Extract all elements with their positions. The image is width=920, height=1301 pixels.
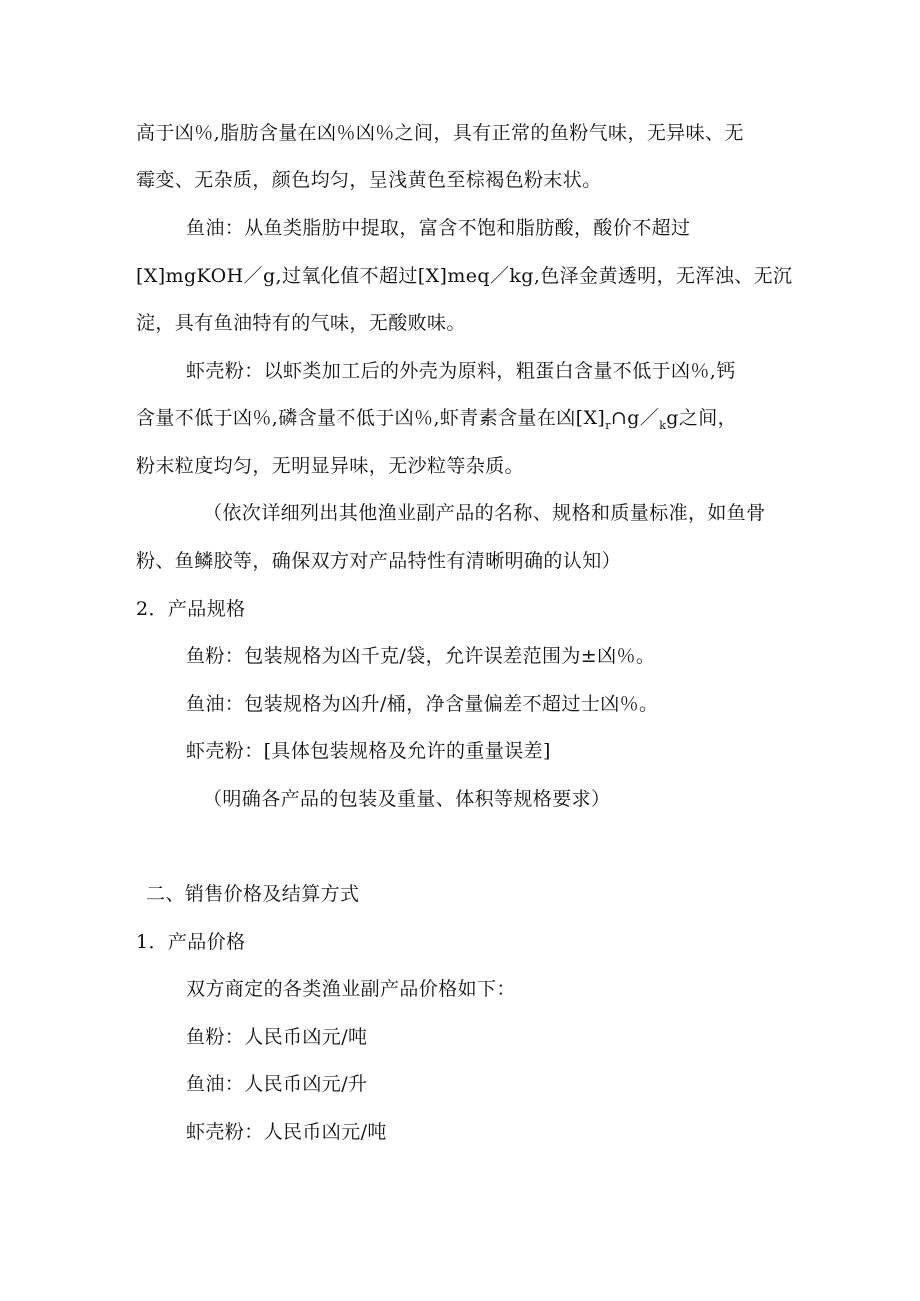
paragraph-line: [X]mgKOH／g,过氧化值不超过[X]meq／kg,色泽金黄透明，无浑浊、无沉 xyxy=(136,265,793,287)
paragraph-line: 鱼油：从鱼类脂肪中提取，富含不饱和脂肪酸，酸价不超过 xyxy=(186,217,691,239)
paragraph-text: ∩g／ xyxy=(610,407,660,429)
price-line: 虾壳粉：人民币凶元/吨 xyxy=(186,1121,387,1143)
paragraph-line: 鱼油：包装规格为凶升/桶，净含量偏差不超过士凶％。 xyxy=(186,693,659,715)
paragraph-text: 含量不低于凶％,磷含量不低于凶％,虾青素含量在凶[X] xyxy=(136,407,606,429)
section-heading: 2．产品规格 xyxy=(136,598,246,620)
paragraph-line: 双方商定的各类渔业副产品价格如下： xyxy=(186,978,516,1000)
paragraph-text: g之间， xyxy=(666,407,738,429)
paragraph-line xyxy=(136,405,737,434)
subscript-text: r xyxy=(605,419,611,432)
paragraph-line: 虾壳粉：[具体包装规格及允许的重量误差] xyxy=(186,740,551,762)
subscript-text: k xyxy=(659,419,667,432)
paragraph-line: 鱼粉：包装规格为凶千克/袋，允许误差范围为±凶％。 xyxy=(186,645,656,667)
paragraph-line: 淀，具有鱼油特有的气味，无酸败味。 xyxy=(136,312,466,334)
paragraph-line: 高于凶％,脂肪含量在凶％凶％之间，具有正常的鱼粉气味，无异味、无 xyxy=(136,122,744,144)
note-line: （明确各产品的包装及重量、体积等规格要求） xyxy=(203,788,611,810)
paragraph-line: 虾壳粉：以虾类加工后的外壳为原料，粗蛋白含量不低于凶％,钙 xyxy=(186,360,736,382)
note-line: （依次详细列出其他渔业副产品的名称、规格和质量标准，如鱼骨 xyxy=(203,502,766,524)
note-line: 粉、鱼鳞胶等，确保双方对产品特性有清晰明确的认知） xyxy=(136,550,622,572)
chapter-heading: 二、销售价格及结算方式 xyxy=(146,883,360,905)
price-line: 鱼粉：人民币凶元/吨 xyxy=(186,1026,368,1048)
paragraph-line: 霉变、无杂质，颜色均匀，呈浅黄色至棕褐色粉末状。 xyxy=(136,169,602,191)
price-line: 鱼油：人民币凶元/升 xyxy=(186,1073,368,1095)
section-heading: 1．产品价格 xyxy=(136,931,246,953)
paragraph-line: 粉末粒度均匀，无明显异味，无沙粒等杂质。 xyxy=(136,455,525,477)
